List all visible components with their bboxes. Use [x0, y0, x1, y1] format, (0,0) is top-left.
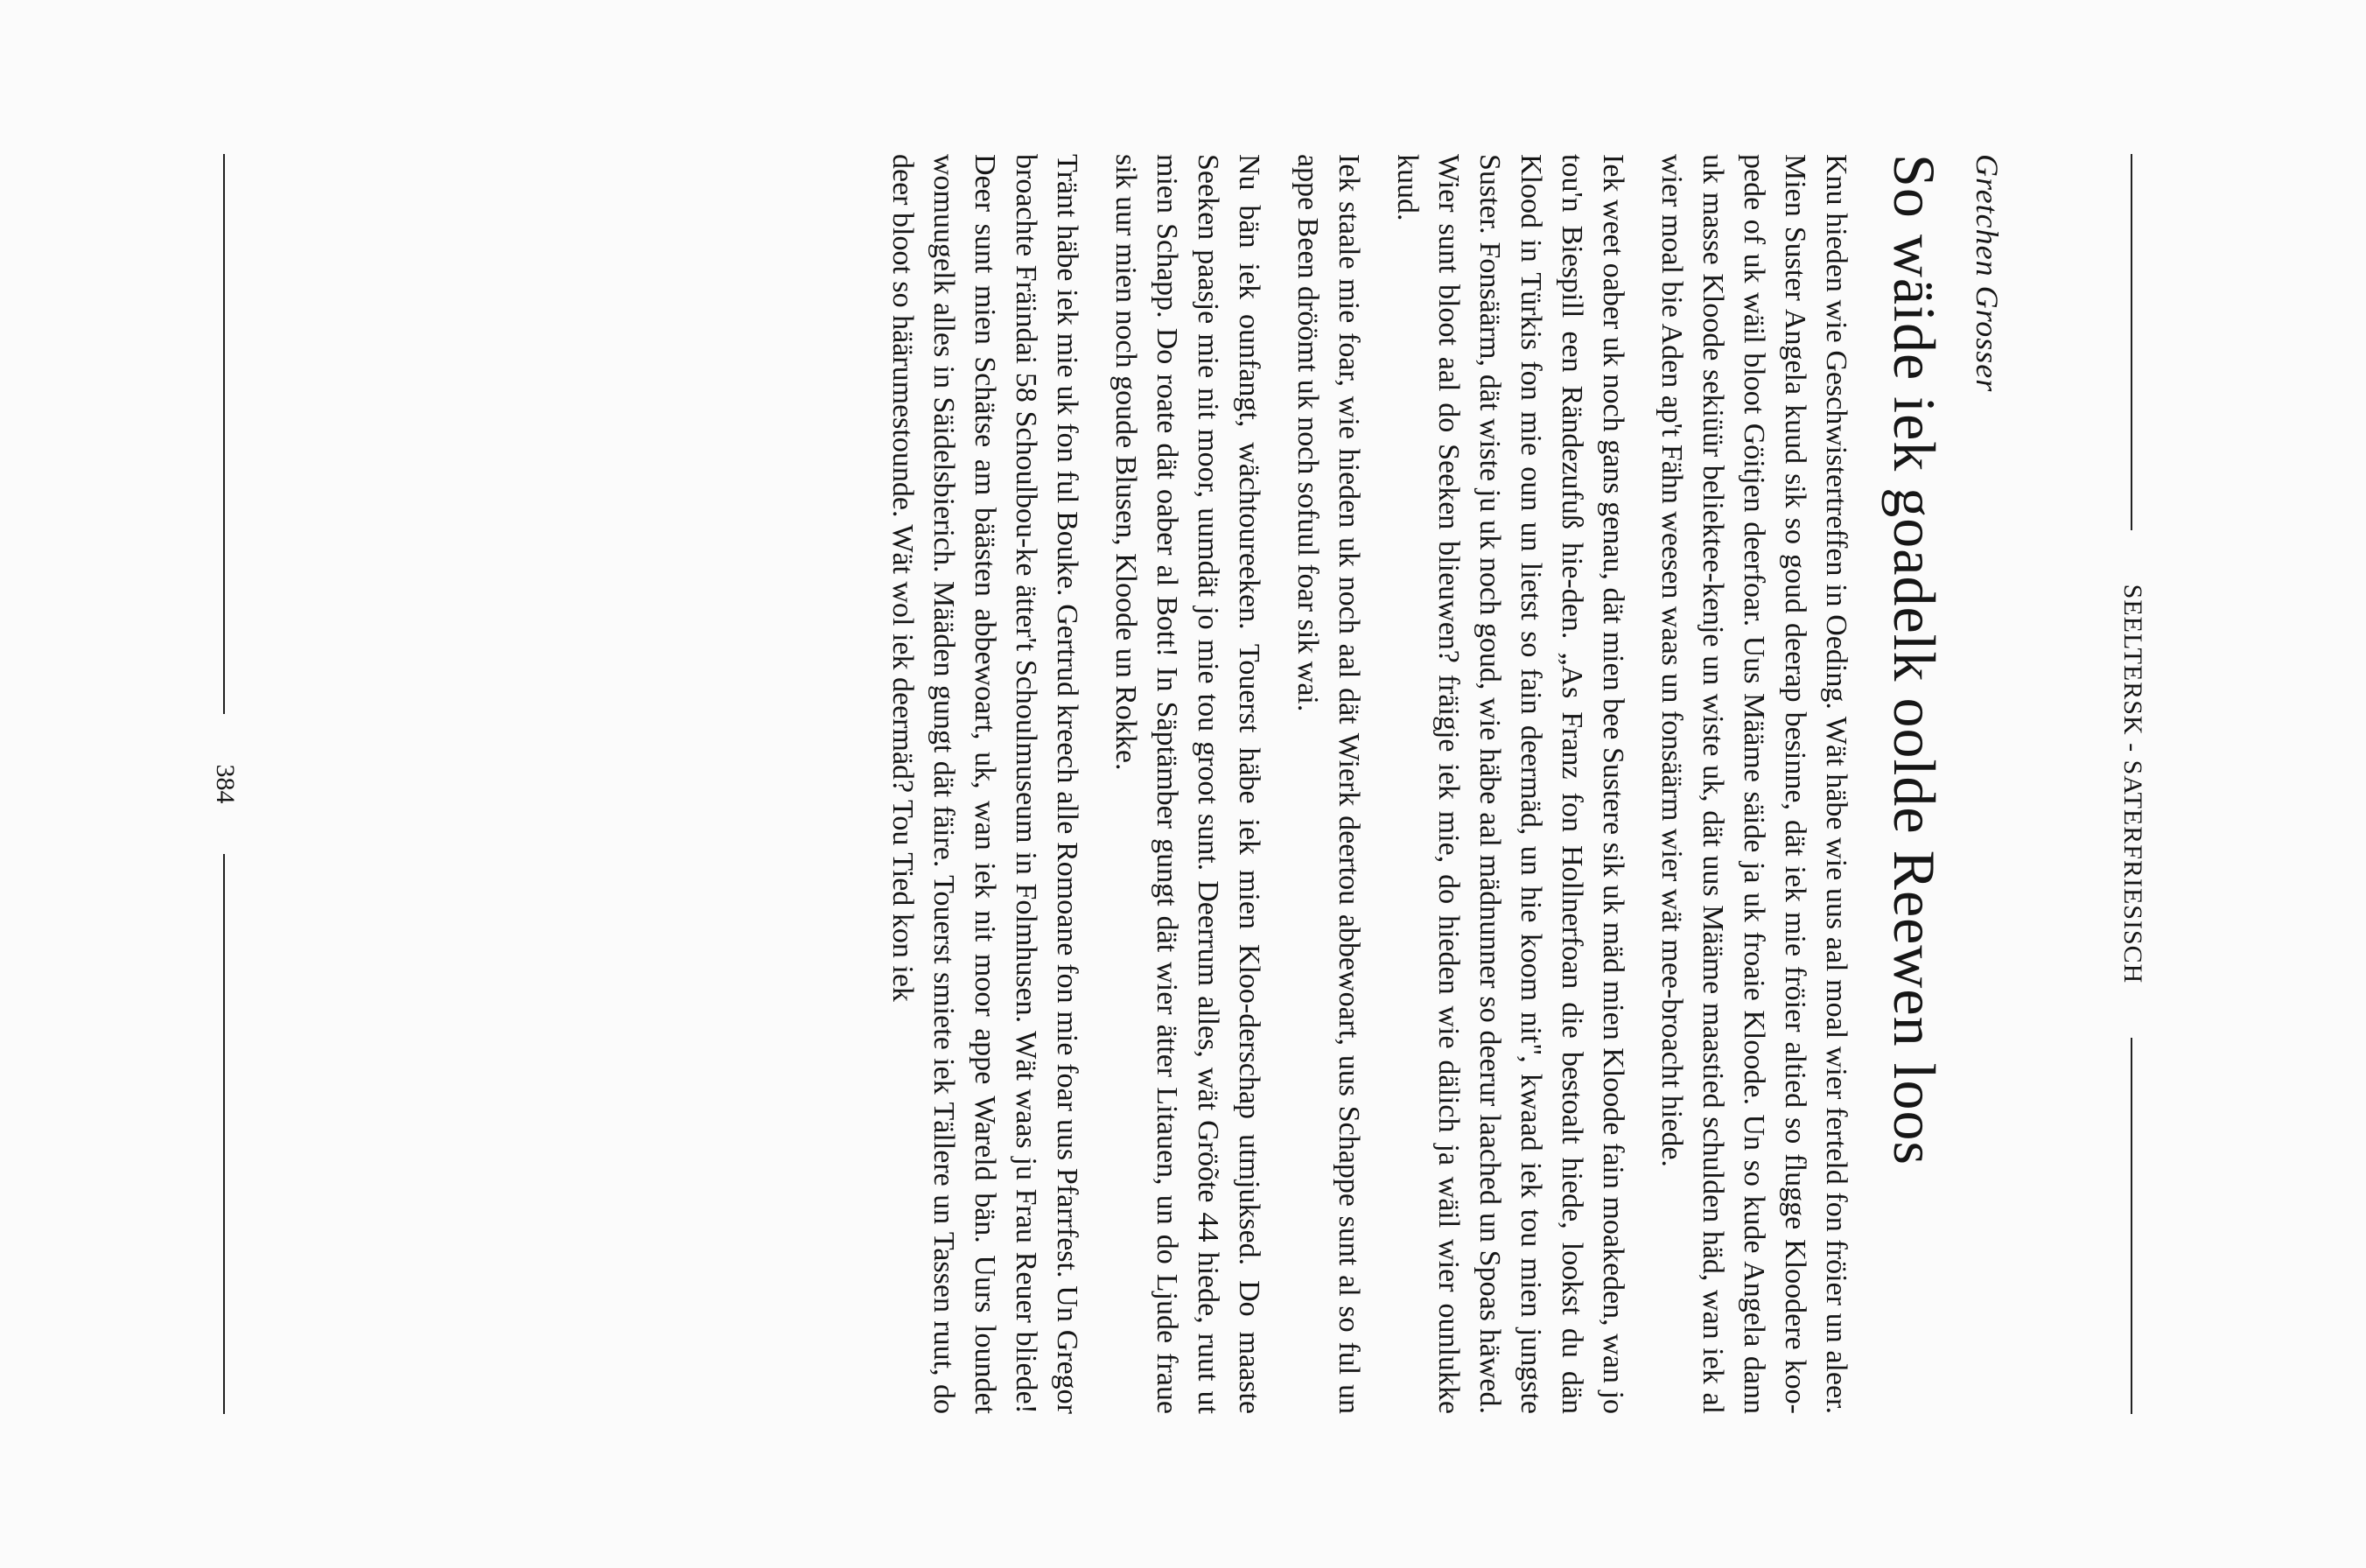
running-header — [2106, 154, 2159, 1414]
footer-rule-right — [223, 854, 225, 1414]
running-head-text: SEELTERSK - SATERFRIESISCH — [2118, 584, 2147, 984]
paragraph-1: Knu hieden wie Geschwistertreffen in Oeding. Wät häbe wie uus aal moal wier ferteld fon fröier un aleer. Mien Suster Angela kuud sik so goud deerap besinne, dät iek mie fröier altied so flugge Kloodere koo-pede of uk wäil bloot Göitjen deerfoar. Uus Määme säide ja uk froaie Kloode. Un so kude Angela dann uk masse Kloode sekiüür beliektee-kenje un wiste uk, dät uus Määme maastied schulden häd, wan iek al wier moal bie Aden ap't Fähn weesen waas un fonsäärm wier wät mee-broacht hiede. — [1656, 154, 1852, 1414]
page-number: 384 — [211, 764, 240, 804]
article-body — [864, 154, 1857, 1414]
paragraph-2: Iek weet oaber uk noch gans genau, dät mien bee Sustere sik uk mäd mien Kloode fain moakeden, wan jo tou'n Biespill een Rändezufuß hie-den. „As Franz fon Hollnerfoan die bestoalt hiede, lookst du dän Klood in Türkis fon mie oun un lietst so fain deermäd, un hie koom nit", kwaad iek tou mien jungste Suster. Fonsäärm, dät wiste ju uk noch goud, wie häbe aal mädnunner so deerur laached un Spoas häwed. Wier sunt bloot aal do Seeken blieuwen? fräigje iek mie, do hieden wie dälich ja wäil wier ounlukke kuud. — [1391, 154, 1629, 1414]
article-title: So wäide iek goadelk oolde Reewen loos — [1881, 154, 1948, 1166]
author-name: Gretchen Grosser — [1970, 154, 2005, 393]
header-rule-right — [2131, 1038, 2132, 1414]
header-rule-left — [2131, 154, 2132, 530]
footer-rule-left — [223, 154, 225, 714]
book-page — [207, 154, 2159, 1414]
paragraph-4: Nu bän iek ounfangt, wächtoureeken. Touerst häbe iek mien Kloo-derschap utmjuksed. Do maaste Seeken paasje mie nit moor, uumdät jo mie tou groot sunt. Deerrum alles, wät Gröõte 44 hiede, ruut ut mien Schapp. Do roate dät oaber al Bott! In Säptämber gungt dät wier ätter Litauen, un do Ljude fraue sik uur mien noch goude Blusen, Kloode un Rokke. — [1110, 154, 1265, 1414]
page-footer — [207, 154, 242, 1414]
paragraph-5: Tränt häbe iek mie uk fon ful Bouke. Gertrud kreech alle Romoane fon mie foar uus Pfarrfest. Un Gregor broachte Fräindai 58 Schoulbou-ke ätter't Schoulmuseum in Folmhusen. Wät waas ju Frau Reuer bliede! Deer sunt mien Schätse am bäästen abbewoart, uk, wan iek nit moor appe Wareld bän. Uurs loundet womuugelk alles in Säidelsbierich. Määden gungt dät fäire. Touerst smiete iek Tällere un Tassen ruut, do deer bloot so häärumestounde. Wät wol iek deermäd? Tou Tied kon iek — [886, 154, 1083, 1414]
paragraph-3: Iek staale mie foar, wie hieden uk noch aal dät Wierk deertou abbewoart, uus Schappe sunt al so ful un appe Been dröömt uk noch sofuul foar sik wai. — [1292, 154, 1365, 1414]
